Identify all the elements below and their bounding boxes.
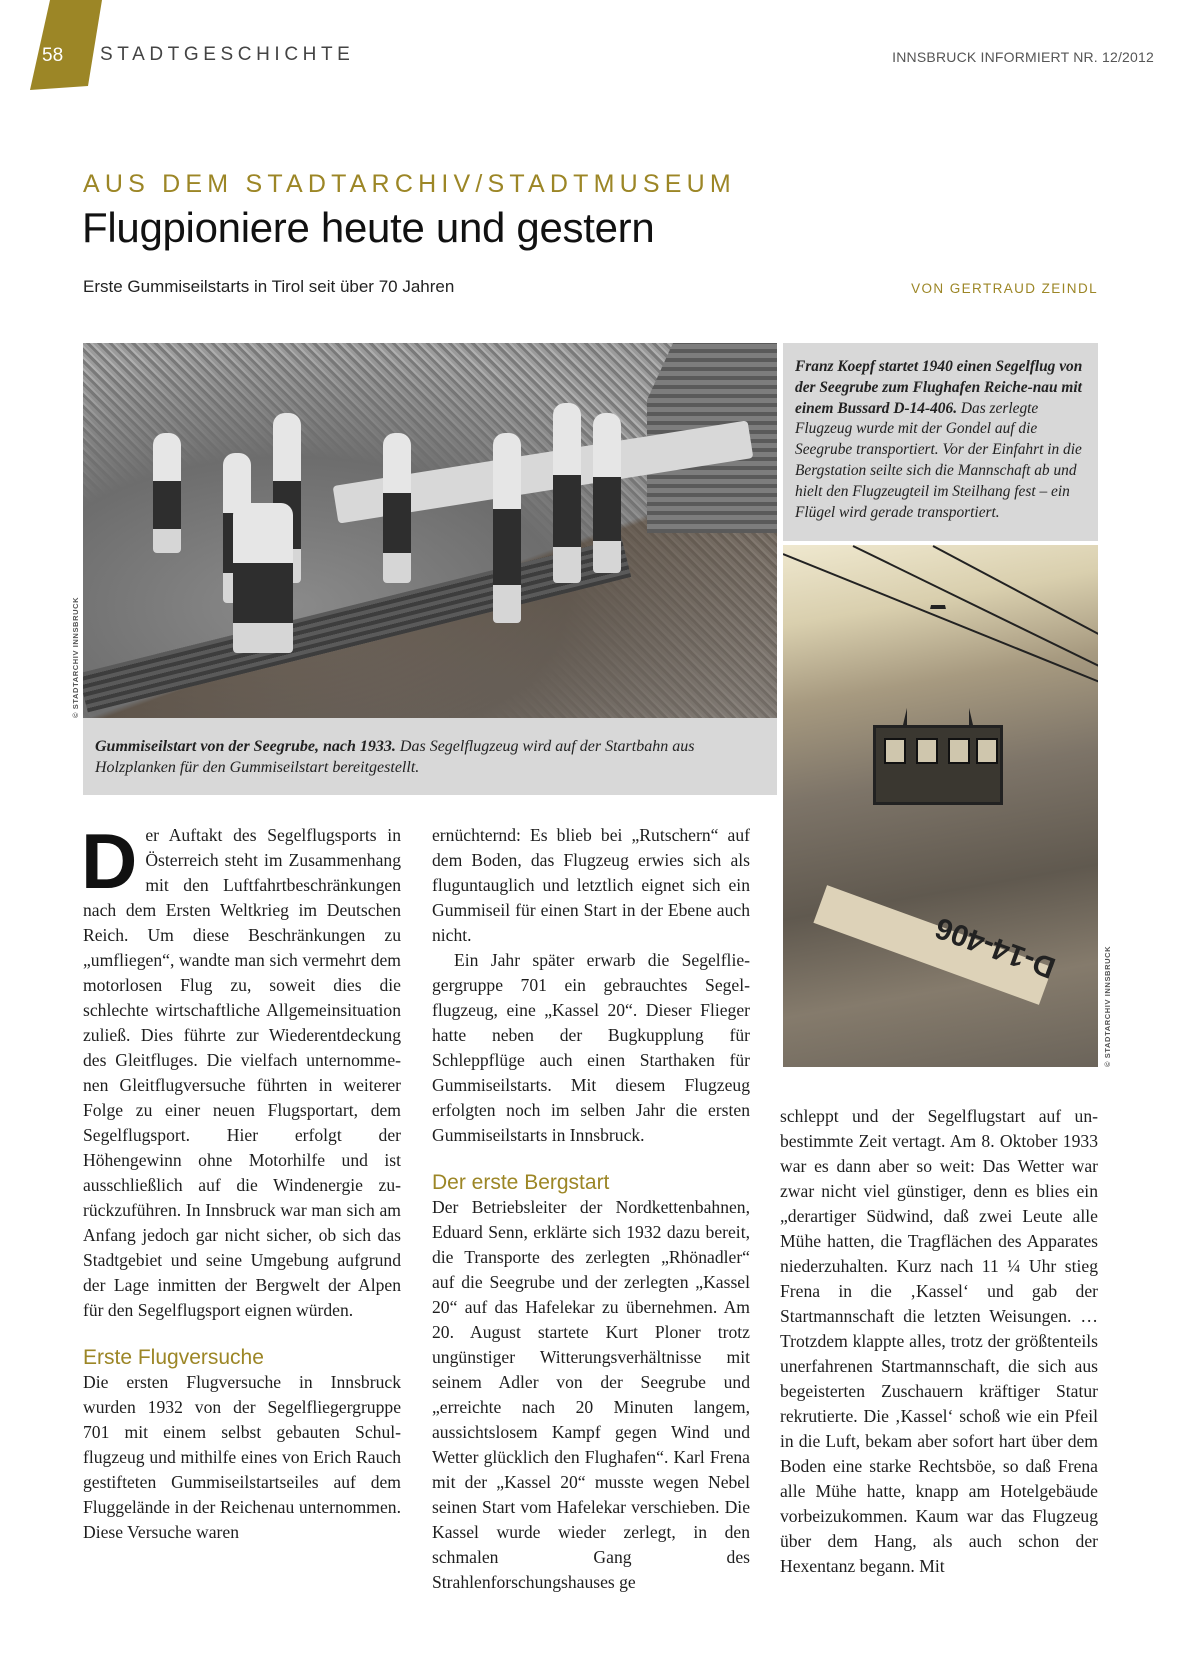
wooden-planks-illustration xyxy=(83,538,631,712)
paragraph: Die ersten Flugversuche in Innsbruck wurden 1932 von der Segelfliegergruppe 701 mit einem selbst gebauten Schulflugzeug und mithilfe eines von Erich Rauch gestifteten Gummiseilstartseiles auf dem Fluggelände in der Reichenau unternommen. Diese Versuche waren xyxy=(83,1372,401,1542)
paragraph: Ein Jahr später erwarb die Segelfliegergruppe 701 ein gebrauchtes Segelflugzeug, eine „Kassel 20“. Dieser Flieger hatte neben der Bugkupplung für Schleppflüge auch einen Starthaken für Gummiseilstarts. Mit diesem Flugzeug erfolgten noch im selben Jahr die ersten Gummiseilstarts in Innsbruck. xyxy=(432,950,750,1145)
photo-caption-left xyxy=(83,718,777,795)
caption-lead: Gummiseilstart von der Seegrube, nach 1933. xyxy=(95,738,396,755)
article-column-2 xyxy=(432,823,750,1595)
caption-lead: Franz Koepf startet 1940 einen Segelflug von der Seegrube zum Flughafen Reiche-nau mit einem Bussard D-14-406. xyxy=(795,358,1083,417)
drop-cap: D xyxy=(81,817,138,905)
person-figure xyxy=(493,433,521,623)
section-title: STADTGESCHICHTE xyxy=(100,44,355,65)
article-kicker: AUS DEM STADTARCHIV/STADTMUSEUM xyxy=(83,170,736,198)
paragraph: ernüchternd: Es blieb bei „Rutschern“ auf dem Boden, das Flugzeug erwies sich als fluguntauglich und letztlich eignet sich ein Gummiseil für einen Start in der Ebene auch nicht. xyxy=(432,825,750,945)
gondola-window xyxy=(916,738,938,764)
photo-caption-right xyxy=(783,343,1098,541)
photo-glider-launch-seegrube xyxy=(83,343,777,718)
person-figure xyxy=(153,433,181,553)
gondola-hanger xyxy=(903,605,973,725)
page-number: 58 xyxy=(42,45,64,66)
person-figure xyxy=(383,433,411,583)
caption-text: Das Segelflugzeug wird auf der Startbahn aus Holzplanken für den Gummiseilstart bereitgestellt. xyxy=(95,738,695,776)
article-column-3 xyxy=(780,1104,1098,1579)
gondola-window xyxy=(976,738,998,764)
gondola-window xyxy=(948,738,970,764)
article-subtitle: Erste Gummiseilstarts in Tirol seit über 70 Jahren xyxy=(83,277,455,296)
photo-cable-car-gondola xyxy=(783,545,1098,1067)
section-tab-marker xyxy=(30,0,102,90)
paragraph: schleppt und der Segelflugstart auf unbestimmte Zeit vertagt. Am 8. Oktober 1933 war es dann aber so weit: Das Wetter war zwar nicht viel günstiger, denn es blies ein „derartiger Südwind, daß zwei Leute alle Mühe hatten, die Tragflächen des Apparates niederzuhalten. Kurz nach 11 ¼ Uhr stieg Frena in die ‚Kassel‘ und gab der Startmannschaft die letzten Weisungen. … Trotzdem klappte alles, trotz der größtenteils unerfahrenen Startmannschaft, die sich aus begeisterten Zuschauern kräftiger Statur rekrutierte. Die ‚Kassel‘ schoß wie ein Pfeil in die Luft, bekam aber sofort hart über dem Boden eine starke Rechtsböe, so daß Frena alle Mühe hatte, knapp am Hotelgebäude vorbeizukommen. Kaum war das Flugzeug über dem Hang, als auch schon der Hexentanz begann. Mit xyxy=(780,1106,1098,1576)
photo-credit-right: © STADTARCHIV INNSBRUCK xyxy=(1103,945,1112,1067)
subheading-der-erste-bergstart: Der erste Bergstart xyxy=(432,1171,610,1194)
glider-registration: D-14-406 xyxy=(930,910,1060,985)
gondola-window xyxy=(884,738,906,764)
person-figure xyxy=(593,413,621,573)
person-figure xyxy=(553,403,581,583)
subheading-erste-flugversuche: Erste Flugversuche xyxy=(83,1346,264,1369)
photo-credit-left: © STADTARCHIV INNSBRUCK xyxy=(71,596,80,718)
article-title: Flugpioniere heute und gestern xyxy=(82,204,655,251)
person-figure xyxy=(233,503,293,653)
article-author: VON GERTRAUD ZEINDL xyxy=(911,281,1098,296)
paragraph: er Auftakt des Segelflugsports in Österreich steht im Zusammenhang mit den Luftfahrtbeschränkungen nach dem Ersten Weltkrieg im Deutschen Reich. Um diese Beschränkungen zu „umfliegen“, wandte man sich vermehrt dem motorlosen Flug zu, soweit dies die schlechte wirtschaftliche Allgemeinsituation zuließ. Dies führte zur Wiederentdeckung des Gleitfluges. Die vielfach unternommenen Gleitflugversuche führten in weiterer Folge zu einer neuen Flugsportart, dem Segelflugsport. Hier erfolgt der Höhengewinn ohne Motorhilfe und ist ausschließlich auf die Windenergie zurückzuführen. In Innsbruck war man sich am Anfang jedoch gar nicht sicher, ob sich das Stadtgebiet und seine Umgebung aufgrund der Lage inmitten der Bergwelt der Alpen für den Segelflugsport eignen würden. xyxy=(83,825,401,1320)
caption-text: Das zerlegte Flugzeug wurde mit der Gondel auf die Seegrube transportiert. Vor der Einfahrt in die Bergstation seilte sich die Mannschaft ab und hielt den Flugzeugteil im Steilhang fest – ein Flügel wird gerade transportiert. xyxy=(795,399,1082,521)
gondola-illustration xyxy=(873,725,1003,805)
issue-label: INNSBRUCK INFORMIERT NR. 12/2012 xyxy=(892,49,1154,65)
article-column-1 xyxy=(81,817,401,1545)
paragraph: Der Betriebsleiter der Nordkettenbahnen, Eduard Senn, erklärte sich 1932 dazu bereit, die Transporte des zerlegten „Rhönadler“ auf die Seegrube und der zerlegten „Kassel 20“ auf das Hafelekar zu übernehmen. Am 20. August startete Kurt Ploner trotz ungünstiger Witterungsverhältnisse mit seinem Adler von der Seegrube und „erreichte nach 20 Minuten langem, aussichtslosem Kampf gegen Wind und Wetter glücklich den Flughafen“. Karl Frena mit der „Kassel 20“ musste wegen Nebel seinen Start vom Hafelekar verschieben. Die Kassel wurde wieder zerlegt, in den schmalen Gang des Strahlenforschungshauses ge xyxy=(432,1197,750,1592)
